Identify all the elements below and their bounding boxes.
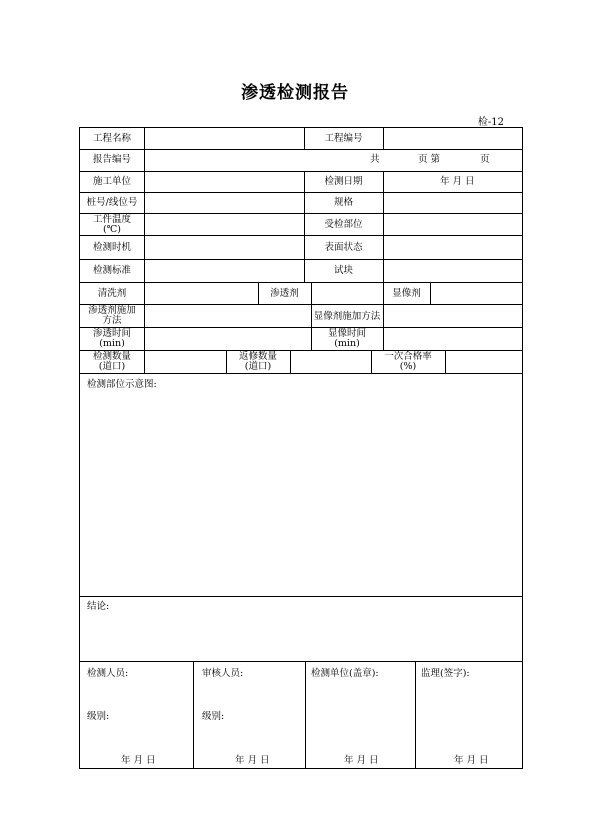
- page-total-label: 共: [370, 154, 380, 165]
- label-penetrant-method: 渗透剂施加: [88, 305, 136, 316]
- col-line: [383, 304, 384, 350]
- label-test-qty-unit: (道口): [98, 361, 126, 372]
- row-line: [80, 304, 522, 305]
- row-line: [80, 259, 522, 260]
- test-date-value: 年 月 日: [440, 176, 475, 187]
- label-penetrant: 渗透剂: [270, 288, 299, 299]
- label-report-no: 报告编号: [92, 154, 131, 165]
- unit-date: 年 月 日: [344, 755, 379, 766]
- label-penetrant-method-2: 方法: [102, 315, 122, 326]
- label-work-temp-unit: (℃): [102, 224, 122, 235]
- report-title: 渗透检测报告: [241, 83, 349, 103]
- page-current-label: 页 第: [418, 154, 441, 165]
- label-diagram: 检测部位示意图:: [87, 379, 157, 390]
- label-cleaner: 清洗剂: [97, 288, 127, 299]
- inspector-date: 年 月 日: [121, 755, 156, 766]
- row-line: [80, 192, 522, 193]
- label-spec: 规格: [333, 197, 353, 208]
- row-line: [80, 661, 522, 662]
- label-developer-method: 显像剂施加方法: [313, 311, 381, 322]
- supervisor-date: 年 月 日: [454, 755, 489, 766]
- label-contractor: 施工单位: [92, 176, 131, 187]
- label-surface-state: 表面状态: [324, 242, 363, 253]
- label-project-no: 工程编号: [324, 133, 363, 144]
- reviewer-date: 年 月 日: [235, 755, 270, 766]
- label-penetrant-time: 渗透时间: [92, 328, 131, 339]
- label-reviewer: 审核人员:: [202, 668, 244, 679]
- label-test-date: 检测日期: [324, 176, 363, 187]
- col-line: [144, 304, 145, 350]
- label-supervisor: 监理(签字):: [421, 668, 470, 679]
- label-pass-rate-unit: (%): [399, 361, 417, 372]
- label-inspector-level: 级别:: [87, 711, 110, 722]
- form-code: 检-12: [477, 117, 504, 128]
- col-line: [311, 282, 312, 304]
- col-line: [383, 171, 384, 282]
- col-line: [193, 661, 194, 769]
- row-line: [80, 596, 522, 597]
- row-line: [80, 282, 522, 283]
- label-test-qty: 检测数量: [92, 351, 131, 362]
- col-line: [305, 661, 306, 769]
- label-test-unit: 检测单位(盖章):: [311, 668, 379, 679]
- col-line: [430, 282, 431, 304]
- label-tested-part: 受检部位: [324, 219, 363, 230]
- label-developer: 显像剂: [392, 288, 421, 299]
- label-penetrant-time-unit: (min): [99, 338, 125, 349]
- page-end-label: 页: [480, 154, 490, 165]
- row-line: [80, 373, 522, 374]
- row-line: [80, 213, 522, 214]
- label-test-standard: 检测标准: [92, 265, 131, 276]
- label-develop-time-unit: (min): [334, 338, 360, 349]
- row-line: [80, 171, 522, 172]
- col-line: [383, 128, 384, 149]
- col-line: [144, 282, 145, 304]
- report-form: [79, 127, 523, 769]
- row-line: [80, 327, 522, 328]
- label-repair-qty-unit: (道口): [244, 361, 272, 372]
- row-line: [80, 235, 522, 236]
- label-test-block: 试块: [333, 265, 353, 276]
- label-test-timing: 检测时机: [92, 242, 131, 253]
- label-project-name: 工程名称: [92, 133, 131, 144]
- label-conclusion: 结论:: [87, 601, 110, 612]
- col-line: [144, 350, 145, 373]
- col-line: [144, 128, 145, 282]
- label-inspector: 检测人员:: [87, 668, 129, 679]
- col-line: [415, 661, 416, 769]
- label-work-temp: 工件温度: [92, 214, 131, 225]
- label-develop-time: 显像时间: [327, 328, 366, 339]
- label-reviewer-level: 级别:: [202, 711, 225, 722]
- label-pile-no: 桩号/线位号: [86, 197, 138, 208]
- col-line: [290, 350, 291, 373]
- label-repair-qty: 返修数量: [238, 351, 277, 362]
- row-line: [80, 149, 522, 150]
- row-line: [80, 350, 522, 351]
- col-line: [445, 350, 446, 373]
- label-pass-rate: 一次合格率: [384, 351, 432, 362]
